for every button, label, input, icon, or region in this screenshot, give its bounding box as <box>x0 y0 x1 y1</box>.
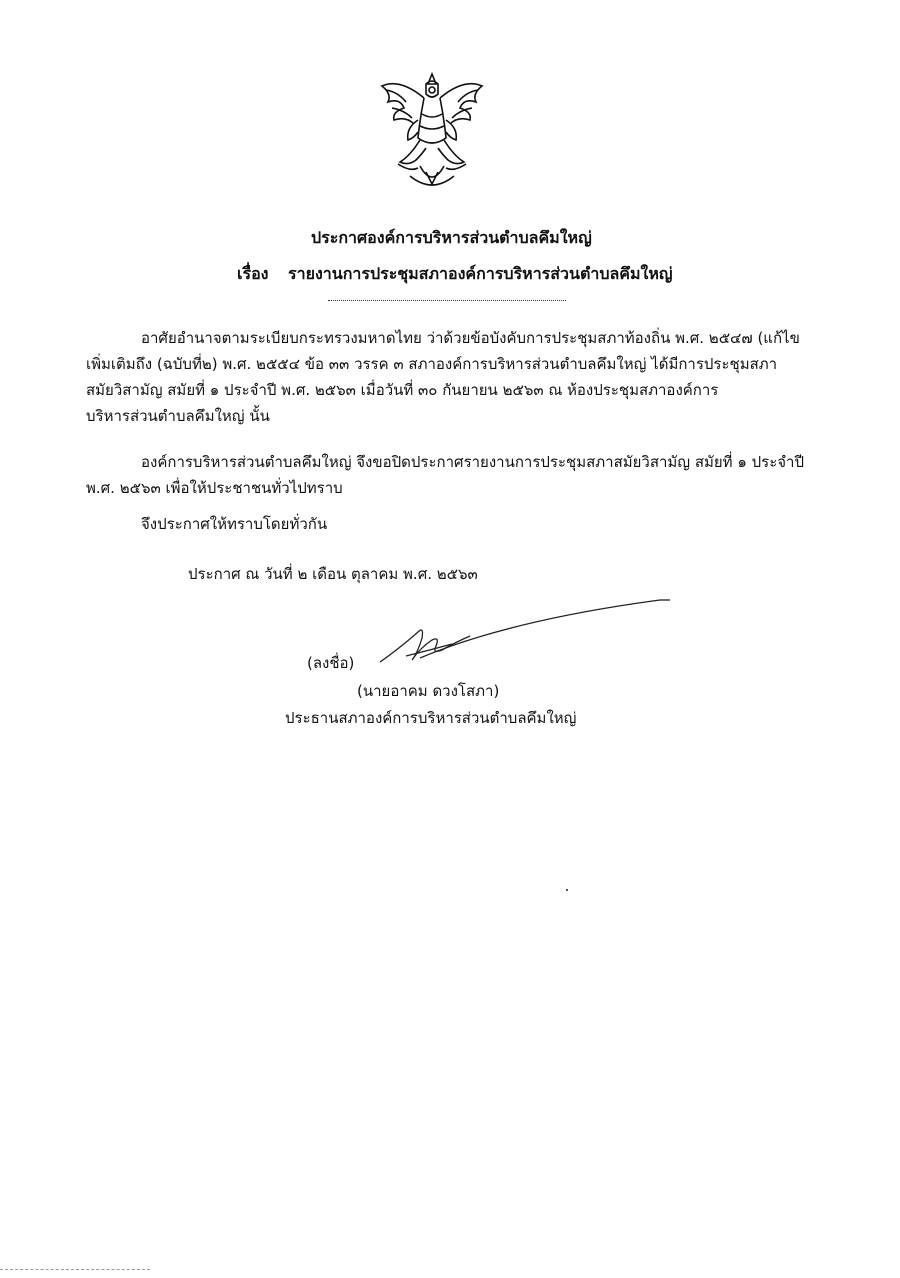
announcement-date: ประกาศ ณ วันที่ ๒ เดือน ตุลาคม พ.ศ. ๒๕๖๓ <box>188 565 478 583</box>
para1-line4: บริหารส่วนตำบลคึมใหญ่ นั้น <box>86 407 270 425</box>
para1-line2: เพิ่มเติมถึง (ฉบับที่๒) พ.ศ. ๒๕๕๔ ข้อ ๓๓ วรรค ๓ สภาองค์การบริหารส่วนตำบลคึมใหญ่ ได้มีการประชุมสภา <box>86 355 778 373</box>
closing-statement: จึงประกาศให้ทราบโดยทั่วกัน <box>141 515 328 533</box>
sign-label: (ลงชื่อ) <box>307 654 355 672</box>
scan-edge-mark <box>0 1269 150 1270</box>
scan-speck <box>566 889 568 891</box>
para1-line1: อาศัยอำนาจตามระเบียบกระทรวงมหาดไทย ว่าด้วยข้อบังคับการประชุมสภาท้องถิ่น พ.ศ. ๒๕๔๗ (แก้ไข <box>141 329 800 347</box>
title-separator <box>328 300 566 301</box>
para2-line2: พ.ศ. ๒๕๖๓ เพื่อให้ประชาชนทั่วไปทราบ <box>86 479 343 497</box>
handwritten-signature <box>360 590 680 670</box>
para1-line3: สมัยวิสามัญ สมัยที่ ๑ ประจำปี พ.ศ. ๒๕๖๓ เมื่อวันที่ ๓๐ กันยายน ๒๕๖๓ ณ ห้องประชุมสภาองค์การ <box>86 381 719 399</box>
signatory-name: (นายอาคม ดวงโสภา) <box>357 682 500 700</box>
subject-text: รายงานการประชุมสภาองค์การบริหารส่วนตำบลคึมใหญ่ <box>288 264 673 283</box>
garuda-emblem-icon <box>370 68 494 194</box>
document-title: ประกาศองค์การบริหารส่วนตำบลคึมใหญ่ <box>311 228 592 247</box>
para2-line1: องค์การบริหารส่วนตำบลคึมใหญ่ จึงขอปิดประกาศรายงานการประชุมสภาสมัยวิสามัญ สมัยที่ ๑ ประจำปี <box>141 453 804 471</box>
signatory-position: ประธานสภาองค์การบริหารส่วนตำบลคึมใหญ่ <box>285 709 577 727</box>
subject-label: เรื่อง <box>237 264 269 283</box>
